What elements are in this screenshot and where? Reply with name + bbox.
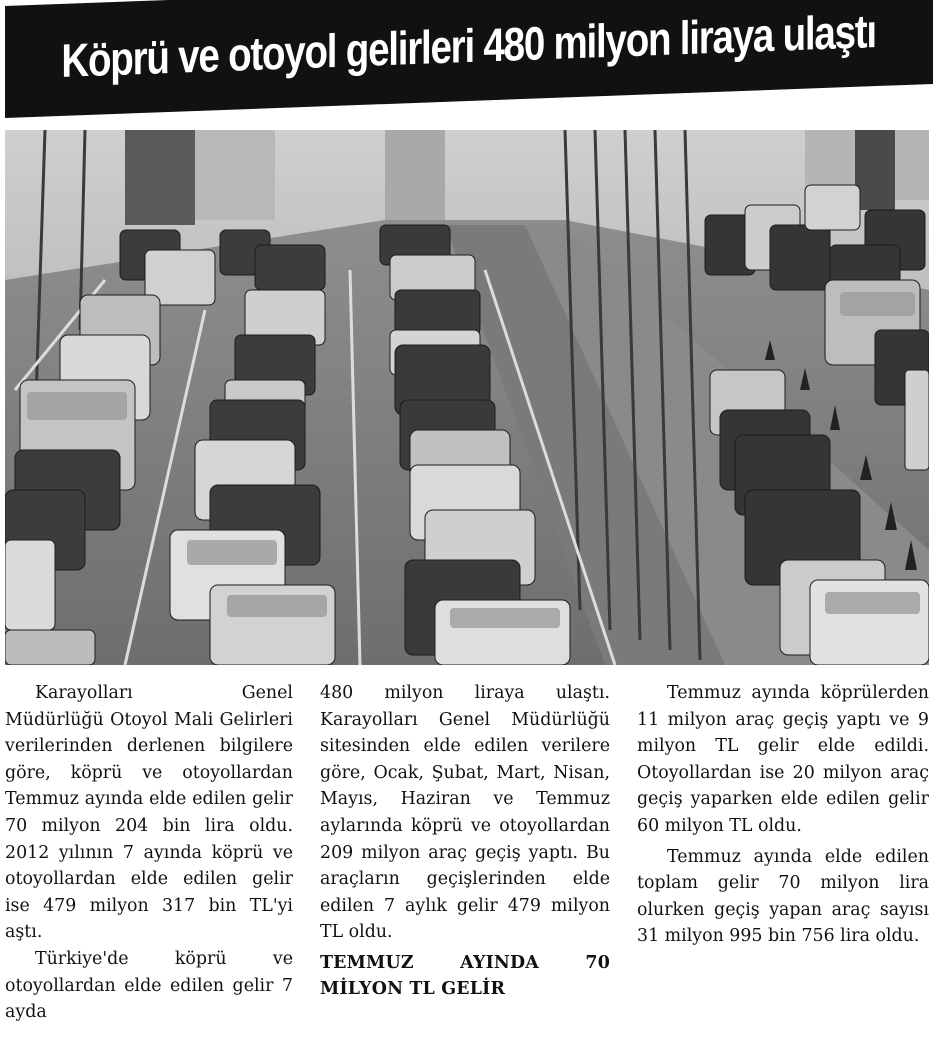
paragraph: 480 milyon liraya ulaştı. Karayolları Genel Müdürlüğü sitesinden elde edilen verilere göre, Ocak, Şubat, Mart, Nisan, Mayıs, Haziran ve Temmuz aylarında köprü ve otoyollardan 209 milyon araç geçiş yaptı. Bu araçların geçişlerinden elde edilen 7 aylık gelir 479 milyon TL oldu.: [320, 683, 610, 943]
paragraph: Temmuz ayında köprülerden 11 milyon araç geçiş yaptı ve 9 milyon TL gelir elde edildi. Otoyollardan ise 20 milyon araç geçiş yaparken elde edilen gelir 60 milyon TL oldu.: [637, 683, 929, 836]
subheading: TEMMUZ AYINDA 70 MİLYON TL GELİR: [320, 952, 610, 999]
paragraph: Karayolları Genel Müdürlüğü Otoyol Mali Gelirleri verilerinden derlenen bilgilere göre, köprü ve otoyollardan Temmuz ayında elde edilen gelir 70 milyon 204 bin lira oldu. 2012 yılının 7 ayında köprü ve otoyollardan elde edilen gelir ise 479 milyon 317 bin TL'yi aştı.: [5, 683, 293, 943]
traffic-photo: [5, 130, 929, 665]
paragraph: Türkiye'de köprü ve otoyollardan elde edilen gelir 7 ayda: [5, 948, 293, 1023]
paragraph: Temmuz ayında elde edilen toplam gelir 70 milyon lira olurken geçiş yapan araç sayısı 31 milyon 995 bin 756 lira oldu.: [637, 846, 929, 947]
article-column-3: [637, 680, 929, 950]
article-column-2: [320, 680, 610, 1002]
article-column-1: [5, 680, 293, 1026]
headline: Köprü ve otoyol gelirleri 480 milyon liraya ulaştı: [61, 3, 877, 87]
headline-banner: [5, 0, 933, 118]
